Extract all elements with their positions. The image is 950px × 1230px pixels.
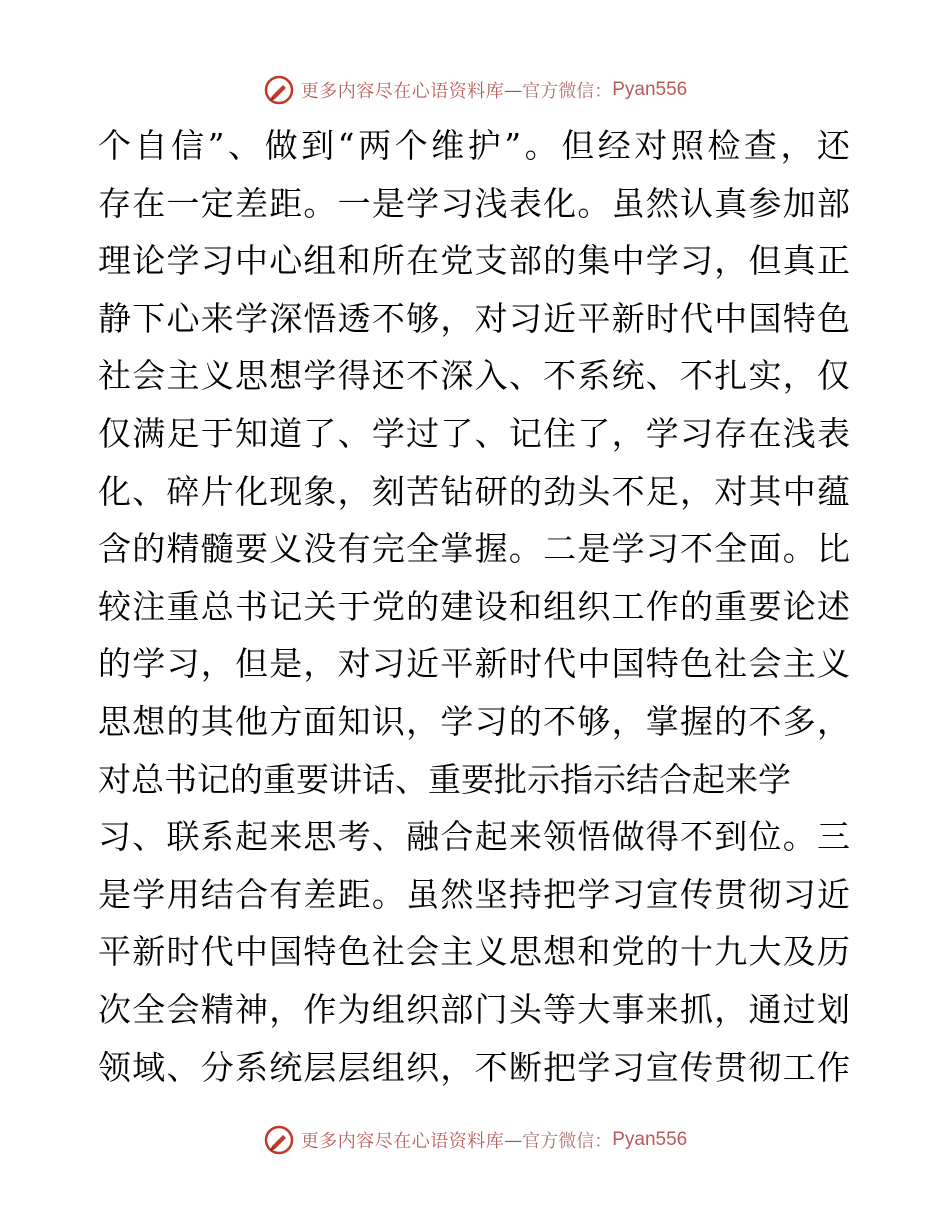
watermark-label: 官方微信： [522,81,613,102]
text-line: 思想的其他方面知识，学习的不够，掌握的不多， [98,701,850,741]
text-line: 的学习，但是，对习近平新时代中国特色社会主义 [98,644,850,684]
text-line: 习、联系起来思考、融合起来领悟做得不到位。三 [98,817,850,857]
watermark-id: Pyan556 [612,1129,688,1150]
text-line: 含的精髓要义没有完全掌握。二是学习不全面。比 [98,529,850,569]
text-line: 领域、分系统层层组织，不断把学习宣传贯彻工作 [98,1047,850,1087]
watermark-main-text: 更多内容尽在心语资料库 [300,81,505,102]
watermark-separator: — [504,1129,523,1151]
text-line: 平新时代中国特色社会主义思想和党的十九大及历 [98,932,850,972]
text-line: 次全会精神，作为组织部门头等大事来抓，通过划 [98,989,850,1029]
text-line: 是学用结合有差距。虽然坚持把学习宣传贯彻习近 [98,874,850,914]
document-body [98,117,850,1096]
text-line: 对总书记的重要讲话、重要批示指示结合起来学 [98,759,791,799]
watermark-separator: — [504,79,523,101]
footer-watermark [0,1122,950,1158]
watermark-id: Pyan556 [612,79,688,100]
pen-logo-icon [263,74,295,106]
text-line: 仅满足于知道了、学过了、记住了，学习存在浅表 [98,413,850,453]
text-line: 静下心来学深悟透不够，对习近平新时代中国特色 [98,298,850,338]
pen-logo-icon [263,1124,295,1156]
text-line: 社会主义思想学得还不深入、不系统、不扎实，仅 [98,356,850,396]
watermark-label: 官方微信： [522,1131,613,1152]
watermark-main-text: 更多内容尽在心语资料库 [300,1131,505,1152]
text-line: 理论学习中心组和所在党支部的集中学习，但真正 [98,241,850,281]
text-line: 存在一定差距。一是学习浅表化。虽然认真参加部 [98,183,850,223]
header-watermark [0,72,950,108]
text-line: 个自信”、做到“两个维护”。但经对照检查，还 [98,126,850,165]
text-line: 化、碎片化现象，刻苦钻研的劲头不足，对其中蕴 [98,471,850,511]
text-line: 较注重总书记关于党的建设和组织工作的重要论述 [98,586,850,626]
